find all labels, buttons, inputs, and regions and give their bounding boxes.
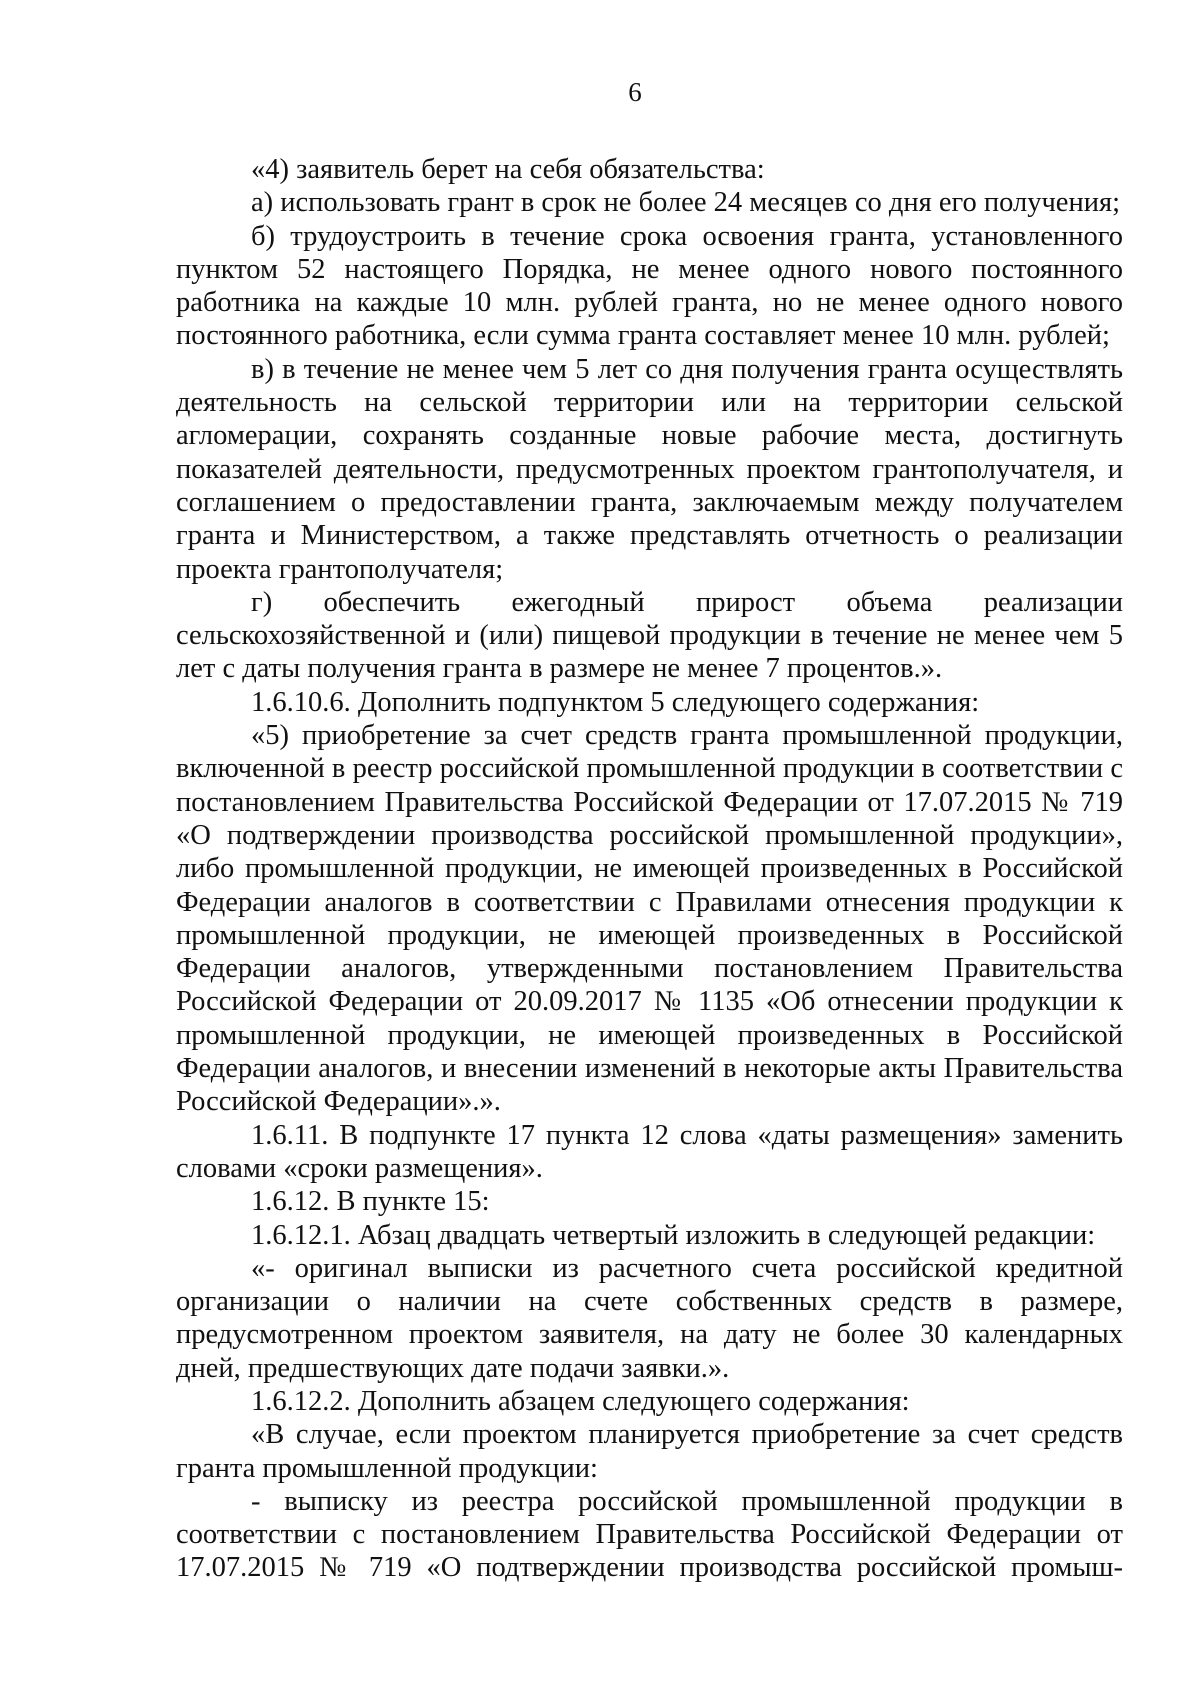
paragraph-item-5-purchase: «5) приобретение за счет средств гранта промышленной продукции, включенной в реестр российской промышленной продукции в соответствии с постановлением Правительства Российской Федерации от 17.07.2015 № 719 «О подтверждении производства российской промышленной продукции», либо промышленной продукции, не имеющей произведенных в Российской Федерации аналогов в соответствии с Правилами отнесения продукции к промышленной продукции, не имеющей произведенных в Российской Федерации аналогов, утвержденными постановлением Правительства Российской Федерации от 20.09.2017 № 1135 «Об отнесении продукции к промышленной продукции, не имеющей произведенных в Российской Федерации аналогов, и внесении изменений в некоторые акты Правительства Российской Федерации».». [176, 720, 1123, 1118]
paragraph-registry-extract: - выписку из реестра российской промышленной продукции в соответствии с постановлением Правительства Российской Федерации от 17.07.2015 № 719 «О подтверждении производства российской промыш- [176, 1485, 1123, 1584]
paragraph-bank-statement: «- оригинал выписки из расчетного счета российской кредитной организации о наличии на счете собственных средств в размере, предусмотренном проектом заявителя, на дату не более 30 календарных дней, предшествующих дате подачи заявки.». [176, 1252, 1123, 1384]
paragraph-in-case: «В случае, если проектом планируется приобретение за счет средств гранта промышленной продукции: [176, 1419, 1123, 1484]
paragraph-subitem-v: в) в течение не менее чем 5 лет со дня получения гранта осуществлять деятельность на сельской территории или на территории сельской агломерации, сохранять созданные новые рабочие места, достигнуть показателей деятельности, предусмотренных проектом грантополучателя, и соглашением о предоставлении гранта, заключаемым между получателем гранта и Министерством, а также представлять отчетность о реализации проекта грантополучателя; [176, 353, 1123, 585]
paragraph-subitem-b: б) трудоустроить в течение срока освоения гранта, установленного пунктом 52 настоящего Порядка, не менее одного нового постоянного работника на каждые 10 млн. рублей гранта, но не менее одного нового постоянного работника, если сумма гранта составляет менее 10 млн. рублей; [176, 220, 1123, 352]
paragraph-1-6-12: 1.6.12. В пункте 15: [251, 1186, 490, 1218]
page-number: 6 [628, 77, 642, 107]
document-body [176, 153, 1123, 1585]
paragraph-1-6-10-6: 1.6.10.6. Дополнить подпунктом 5 следующего содержания: [251, 686, 980, 718]
paragraph-subitem-g: г) обеспечить ежегодный прирост объема реализации сельскохозяйственной и (или) пищевой продукции в течение не менее чем 5 лет с даты получения гранта в размере не менее 7 процентов.». [176, 586, 1123, 685]
paragraph-item-4-obligations: «4) заявитель берет на себя обязательства: [251, 154, 765, 185]
paragraph-1-6-12-1: 1.6.12.1. Абзац двадцать четвертый изложить в следующей редакции: [251, 1219, 1096, 1251]
paragraph-1-6-11: 1.6.11. В подпункте 17 пункта 12 слова «даты размещения» заменить словами «сроки размещения». [176, 1119, 1123, 1184]
paragraph-1-6-12-2: 1.6.12.2. Дополнить абзацем следующего содержания: [251, 1385, 910, 1417]
paragraph-subitem-a: а) использовать грант в срок не более 24 месяцев со дня его получения; [251, 187, 1120, 219]
